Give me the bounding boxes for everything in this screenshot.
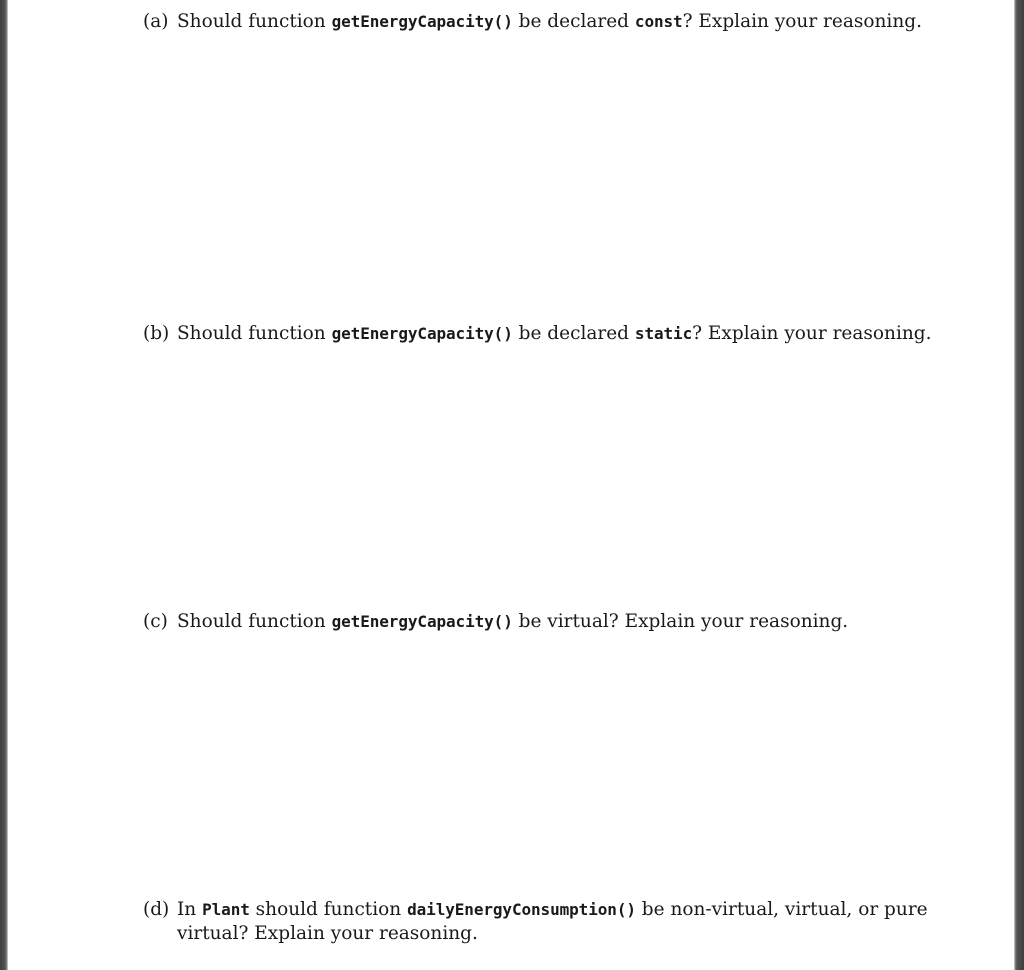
function-name: getEnergyCapacity() <box>331 12 513 31</box>
question-text-part: be declared <box>512 323 635 344</box>
function-name: dailyEnergyConsumption() <box>407 900 636 919</box>
question-text-part: Should function <box>177 323 332 344</box>
question-label: (c) <box>143 611 168 632</box>
question-text-part: be declared <box>512 11 635 32</box>
question-text-part: be virtual? Explain your reasoning. <box>512 611 849 632</box>
function-name: getEnergyCapacity() <box>331 612 513 631</box>
class-name: Plant <box>202 900 250 919</box>
question-d <box>143 898 943 946</box>
question-label: (b) <box>143 323 170 344</box>
question-a <box>143 10 943 34</box>
question-text <box>177 322 943 346</box>
keyword: const <box>634 12 683 31</box>
question-text <box>177 898 943 946</box>
keyword: static <box>634 324 693 343</box>
question-text-part: should function <box>249 899 408 920</box>
question-text-part: In <box>177 899 203 920</box>
viewer-left-border <box>0 0 8 970</box>
question-text-part: ? Explain your reasoning. <box>682 11 922 32</box>
question-text <box>177 10 943 34</box>
question-label: (a) <box>143 11 169 32</box>
function-name: getEnergyCapacity() <box>331 324 513 343</box>
question-text-part: be non-virtual, virtual, or pure virtual? Explain your reasoning. <box>177 899 928 944</box>
viewer-right-border <box>1014 0 1024 970</box>
question-text-part: ? Explain your reasoning. <box>692 323 932 344</box>
question-label: (d) <box>143 899 170 920</box>
question-text-part: Should function <box>177 11 332 32</box>
question-text-part: Should function <box>177 611 332 632</box>
document-page[interactable] <box>8 0 1014 970</box>
question-c <box>143 610 943 634</box>
question-b <box>143 322 943 346</box>
question-text <box>177 610 943 634</box>
